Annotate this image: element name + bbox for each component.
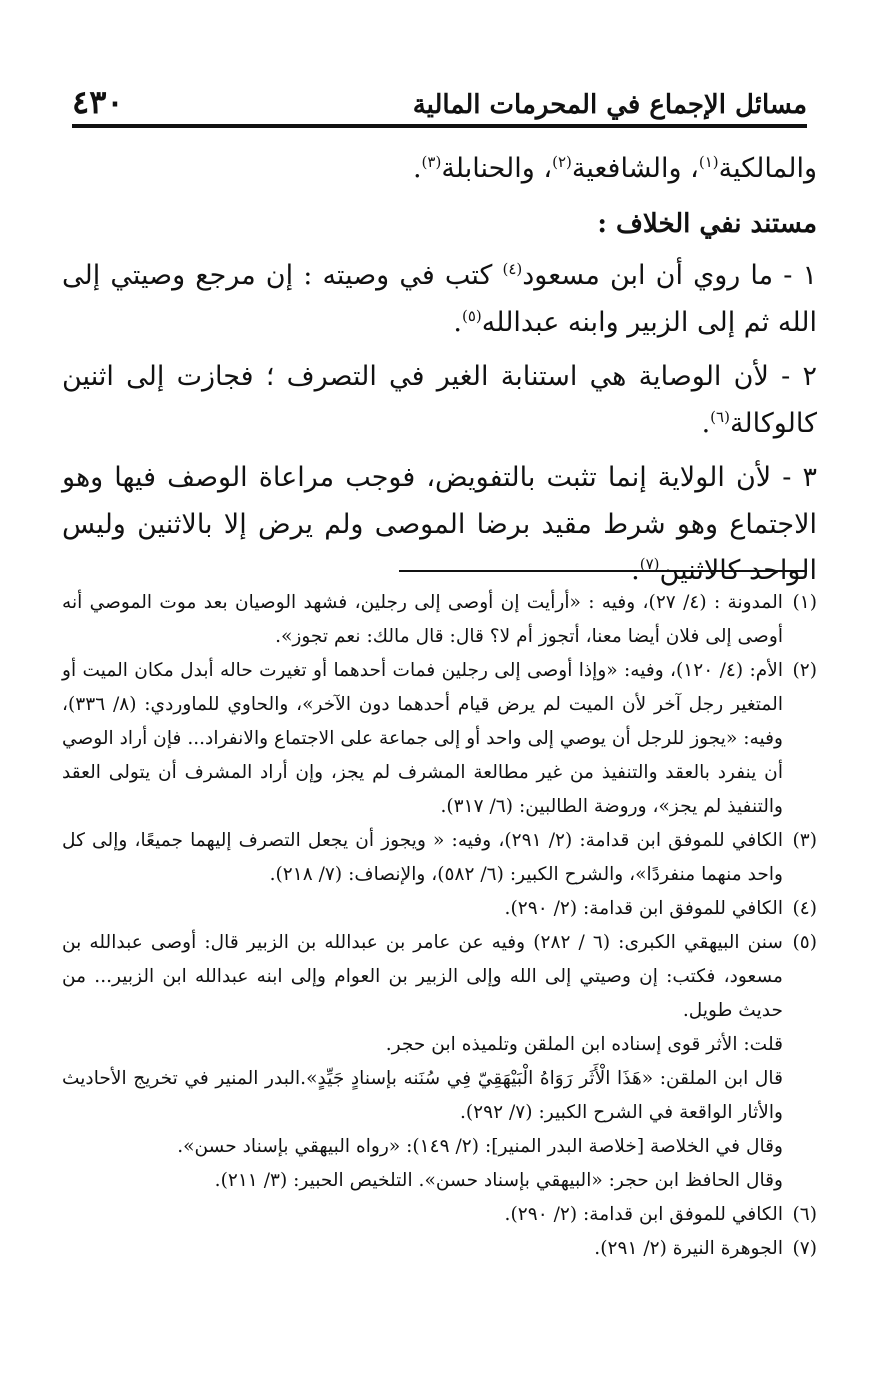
footnote-number: (٥) [792, 932, 817, 953]
footnote-text: المدونة : (٤/ ٢٧)، وفيه : «أرأيت إن أوصى إلى رجلين، فشهد الوصيان بعد موت الموصي أنه أوصى إلى فلان أيضا معنا، أتجوز أم لا؟ قال: قال مالك: نعم تجوز». [62, 592, 783, 647]
running-title: مسائل الإجماع في المحرمات المالية [412, 90, 807, 120]
footnote-text: سنن البيهقي الكبرى: (٦ / ٢٨٢) وفيه عن عامر بن عبدالله بن الزبير قال: أوصى عبدالله بن مسعود، فكتب: إن وصيتي إلى الله وإلى الزبير بن العوام وإلى ابنه عبدالله ابن الزبير... من حديث طويل. [62, 932, 783, 1021]
footnote-2 [62, 654, 817, 824]
footnote-4 [62, 892, 817, 926]
footnote-number: (٢) [792, 660, 817, 681]
paragraph-4: ٣ - لأن الولاية إنما تثبت بالتفويض، فوجب مراعاة الوصف فيها وهو الاجتماع وهو شرط مقيد برضا الموصى ولم يرض إلا بالاثنين وليس الواحد كالاثنين$^{(٧)}$. [62, 462, 817, 586]
footnote-text: قلت: الأثر قوى إسناده ابن الملقن وتلميذه ابن حجر. [385, 1034, 783, 1055]
paragraph-1: والمالكية$^{(١)}$، والشافعية$^{(٢)}$، والحنابلة$^{(٣)}$. [412, 153, 817, 184]
footnote-ref-6[interactable]: (٦) [710, 407, 730, 426]
footnote-text: الأم: (٤/ ١٢٠)، وفيه: «وإذا أوصى إلى رجلين فمات أحدهما أو تغيرت حاله أبدل مكان الميت أو المتغير رجل آخر لأن الميت لم يرض قيام أحدهما دون الآخر»، والحاوي للماوردي: (٨/ ٣٣٦)، وفيه: «يجوز للرجل أن يوصي إلى واحد أو إلى جماعة على الاجتماع والانفراد... فإن أراد الوصي أن ينفرد بالعقد والتنفيذ من غير مطالعة المشرف لم يجز، وإن أراد المشرف أن يتولى العقد والتنفيذ لم يجز»، وروضة الطالبين: (٦/ ٣١٧). [62, 660, 783, 817]
footnote-ref-3[interactable]: (٣) [421, 153, 442, 171]
footnote-7 [62, 1232, 817, 1266]
footnote-number: (١) [792, 592, 817, 613]
footnote-ref-7[interactable]: (٧) [639, 555, 660, 573]
footnote-number: (٦) [792, 1204, 817, 1225]
footnote-ref-1[interactable]: (١) [698, 153, 719, 171]
subheading: مستند نفي الخلاف : [597, 208, 817, 239]
footnote-text: الكافي للموفق ابن قدامة: (٢/ ٢٩٠). [504, 898, 783, 919]
page-number: ٤٣٠ [72, 83, 124, 121]
footnote-text: وقال الحافظ ابن حجر: «البيهقي بإسناد حسن». التلخيص الحبير: (٣/ ٢١١). [214, 1170, 783, 1191]
footnote-number: (٤) [792, 898, 817, 919]
footnote-3 [62, 824, 817, 892]
footnote-text: الكافي للموفق ابن قدامة: (٢/ ٢٩١)، وفيه: « ويجوز أن يجعل التصرف إليهما جميعًا، وإلى كل واحد منهما منفردًا»، والشرح الكبير: (٦/ ٥٨٢)، والإنصاف: (٧/ ٢١٨). [62, 830, 783, 885]
footnote-ref-4[interactable]: (٤) [502, 260, 523, 278]
paragraph-3: ٢ - لأن الوصاية هي استنابة الغير في التصرف ؛ فجازت إلى اثنين كالوكالة$^{(٦)}$. [62, 361, 817, 439]
footnote-ref-2[interactable]: (٢) [552, 153, 572, 171]
footnote-1 [62, 586, 817, 654]
main-text [62, 146, 817, 603]
paragraph-2: ١ - ما روي أن ابن مسعود$^{(٤)}$ كتب في وصيته : إن مرجع وصيتي إلى الله ثم إلى الزبير وابنه عبدالله$^{(٥)}$. [62, 260, 818, 338]
footnote-text: قال ابن الملقن: «هَذَا الْأَثَر رَوَاهُ الْبَيْهَقِيّ فِي سُنَنه بإسنادٍ جَيِّدٍ».البدر المنير في تخريج الأحاديث والأثار الواقعة في الشرح الكبير: (٧/ ٢٩٢). [62, 1068, 783, 1123]
footnote-number: (٣) [792, 830, 817, 851]
footnote-text: الكافي للموفق ابن قدامة: (٢/ ٢٩٠). [504, 1204, 783, 1225]
footnote-5 [62, 926, 817, 1198]
footnote-6 [62, 1198, 817, 1232]
footnote-separator [399, 570, 807, 572]
footnote-text: الجوهرة النيرة (٢/ ٢٩١). [594, 1238, 783, 1259]
footnotes [62, 586, 817, 1266]
page-header [72, 72, 807, 128]
footnote-ref-5[interactable]: (٥) [462, 306, 482, 325]
footnote-number: (٧) [792, 1238, 817, 1259]
footnote-text: وقال في الخلاصة [خلاصة البدر المنير]: (٢/ ١٤٩): «رواه البيهقي بإسناد حسن». [177, 1136, 783, 1157]
